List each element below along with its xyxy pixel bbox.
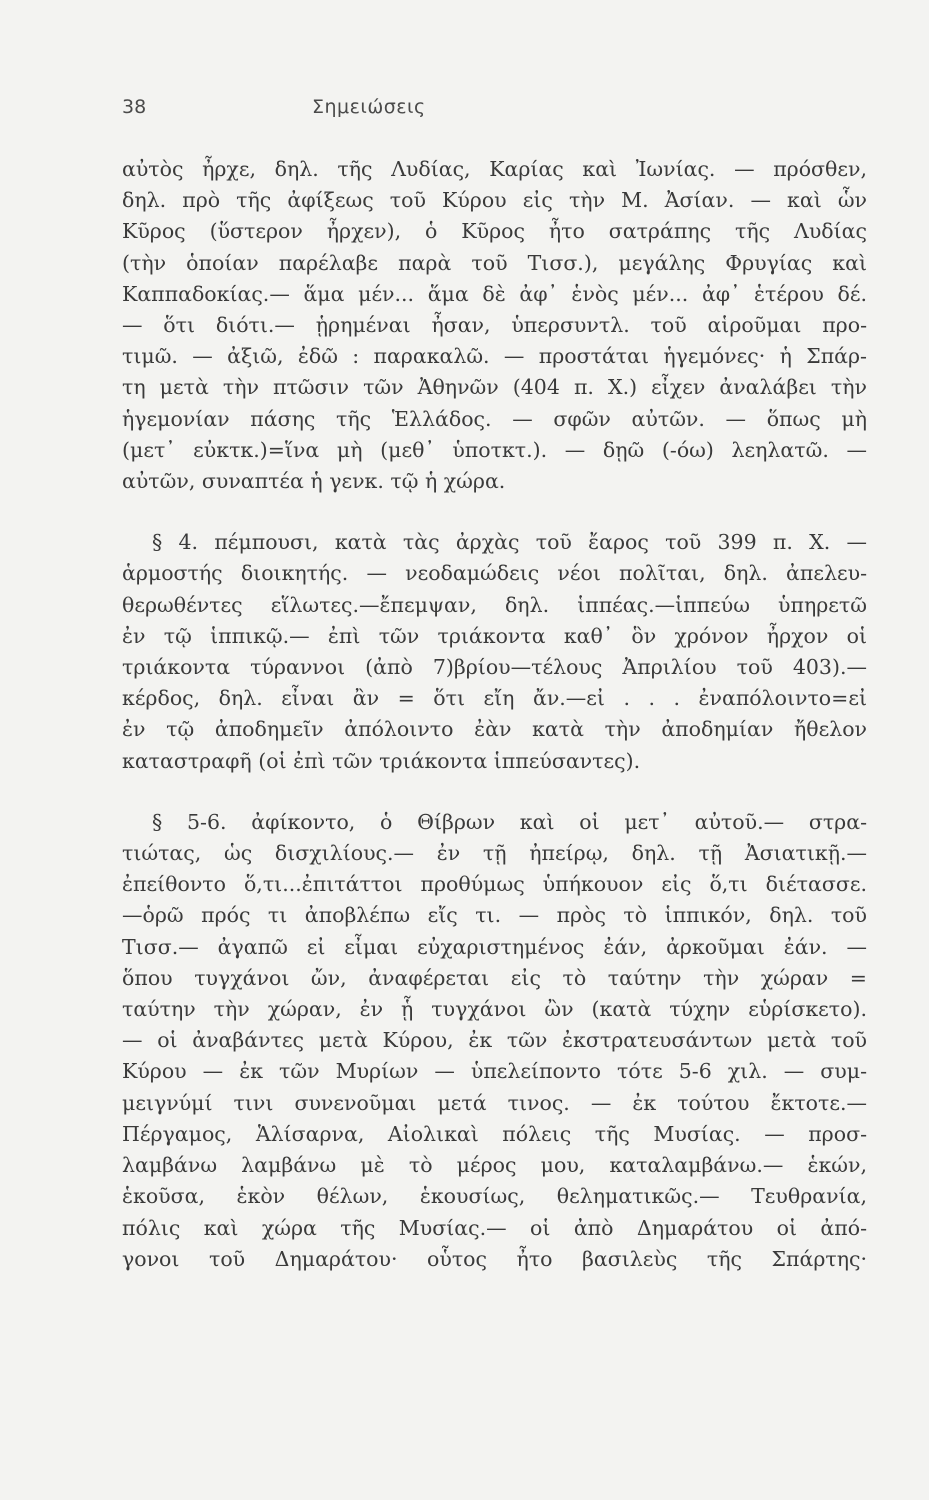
text-line: Κῦρος (ὕστερον ἦρχεν), ὁ Κῦρος ἦτο σατράπης τῆς Λυδίας bbox=[122, 219, 867, 244]
text-line: ἐν τῷ ἀποδημεῖν ἀπόλοιντο ἐὰν κατὰ τὴν ἀποδημίαν ἤθελον bbox=[122, 717, 867, 742]
text-line: κέρδος, δηλ. εἶναι ἂν = ὅτι εἴη ἄν.—εἰ . . . ἐναπόλοιντο=εἰ bbox=[122, 686, 867, 711]
text-line: τιμῶ. — ἀξιῶ, ἐδῶ : παρακαλῶ. — προστάται ἡγεμόνες· ἡ Σπάρ- bbox=[122, 344, 867, 369]
text-line: τιώτας, ὡς δισχιλίους.— ἐν τῇ ἠπείρῳ, δηλ. τῇ Ἀσιατικῇ.— bbox=[122, 841, 867, 866]
text-line: ἁρμοστής διοικητής. — νεοδαμώδεις νέοι πολῖται, δηλ. ἀπελευ- bbox=[122, 561, 867, 586]
text-line: ἐπείθοντο ὅ,τι...ἐπιτάττοι προθύμως ὑπήκουον εἰς ὅ,τι διέτασσε. bbox=[122, 872, 867, 897]
text-line: Πέργαμος, Ἁλίσαρνα, Αἰολικαὶ πόλεις τῆς Μυσίας. — προσ- bbox=[122, 1121, 867, 1146]
text-line: αὐτῶν, συναπτέα ἡ γενκ. τῷ ἡ χώρα. bbox=[122, 469, 506, 494]
text-line: ἡγεμονίαν πάσης τῆς Ἑλλάδος. — σφῶν αὐτῶν. — ὅπως μὴ bbox=[122, 406, 867, 431]
text-line: ὅπου τυγχάνοι ὤν, ἀναφέρεται εἰς τὸ ταύτην τὴν χώραν = bbox=[122, 965, 867, 990]
text-line: Κύρου — ἐκ τῶν Μυρίων — ὑπελείποντο τότε 5-6 χιλ. — συμ- bbox=[122, 1059, 867, 1084]
text-line: Καππαδοκίας.— ἅμα μέν... ἅμα δὲ ἀφ᾽ ἑνὸς μέν... ἀφ᾽ ἑτέρου δέ. bbox=[122, 281, 867, 306]
text-line: πόλις καὶ χώρα τῆς Μυσίας.— οἱ ἀπὸ Δημαράτου οἱ ἀπό- bbox=[122, 1215, 867, 1240]
text-line: § 4. πέμπουσι, κατὰ τὰς ἀρχὰς τοῦ ἔαρος τοῦ 399 π. Χ. — bbox=[152, 530, 867, 555]
text-line: ταύτην τὴν χώραν, ἐν ᾗ τυγχάνοι ὢν (κατὰ τύχην εὑρίσκετο). bbox=[122, 997, 867, 1022]
text-line: ἐν τῷ ἱππικῷ.— ἐπὶ τῶν τριάκοντα καθ᾽ ὃν χρόνον ἦρχον οἱ bbox=[122, 623, 867, 648]
text-line: —ὁρῶ πρός τι ἀποβλέπω εἴς τι. — πρὸς τὸ ἱππικόν, δηλ. τοῦ bbox=[122, 903, 867, 928]
note-paragraph-section-5-6 bbox=[122, 807, 867, 1275]
text-line: θερωθέντες εἵλωτες.—ἔπεμψαν, δηλ. ἱππέας.—ἱππεύω ὑπηρετῶ bbox=[122, 592, 867, 617]
running-title: Σημειώσεις bbox=[312, 96, 426, 118]
text-line: αὐτὸς ἦρχε, δηλ. τῆς Λυδίας, Καρίας καὶ Ἰωνίας. — πρόσθεν, bbox=[122, 157, 867, 181]
note-paragraph-intro bbox=[122, 154, 867, 497]
text-line: (τὴν ὁποίαν παρέλαβε παρὰ τοῦ Τισσ.), μεγάλης Φρυγίας καὶ bbox=[122, 250, 867, 275]
text-line: — οἱ ἀναβάντες μετὰ Κύρου, ἐκ τῶν ἐκστρατευσάντων μετὰ τοῦ bbox=[122, 1028, 867, 1053]
text-line: μειγνύμί τινι συνενοῦμαι μετά τινος. — ἐκ τούτου ἔκτοτε.— bbox=[122, 1090, 867, 1115]
text-line: — ὅτι διότι.— ᾑρημέναι ἦσαν, ὑπερσυντλ. τοῦ αἱροῦμαι προ- bbox=[122, 313, 867, 338]
text-line: Τισσ.— ἀγαπῶ εἰ εἶμαι εὐχαριστημένος ἐάν, ἀρκοῦμαι ἐάν. — bbox=[122, 934, 867, 959]
text-line: (μετ᾽ εὐκτκ.)=ἵνα μὴ (μεθ᾽ ὑποτκτ.). — δῃῶ (-όω) λεηλατῶ. — bbox=[122, 437, 867, 462]
page-header bbox=[122, 96, 867, 136]
text-line: § 5-6. ἀφίκοντο, ὁ Θίβρων καὶ οἱ μετ᾽ αὐτοῦ.— στρα- bbox=[152, 809, 867, 834]
text-line: τη μετὰ τὴν πτῶσιν τῶν Ἀθηνῶν (404 π. Χ.) εἶχεν ἀναλάβει τὴν bbox=[122, 375, 867, 400]
note-paragraph-section-4 bbox=[122, 527, 867, 777]
text-line: γονοι τοῦ Δημαράτου· οὗτος ἦτο βασιλεὺς τῆς Σπάρτης· bbox=[122, 1246, 867, 1271]
page-number: 38 bbox=[122, 96, 147, 118]
text-line: λαμβάνω λαμβάνω μὲ τὸ μέρος μου, καταλαμβάνω.— ἑκών, bbox=[122, 1153, 867, 1178]
text-line: τριάκοντα τύραννοι (ἀπὸ 7)βρίου—τέλους Ἀπριλίου τοῦ 403).— bbox=[122, 655, 867, 680]
text-line: δηλ. πρὸ τῆς ἀφίξεως τοῦ Κύρου εἰς τὴν Μ. Ἀσίαν. — καὶ ὧν bbox=[122, 188, 867, 213]
text-line: καταστραφῆ (οἱ ἐπὶ τῶν τριάκοντα ἱππεύσαντες). bbox=[122, 748, 641, 773]
text-line: ἑκοῦσα, ἑκὸν θέλων, ἑκουσίως, θεληματικῶς.— Τευθρανία, bbox=[122, 1184, 867, 1209]
